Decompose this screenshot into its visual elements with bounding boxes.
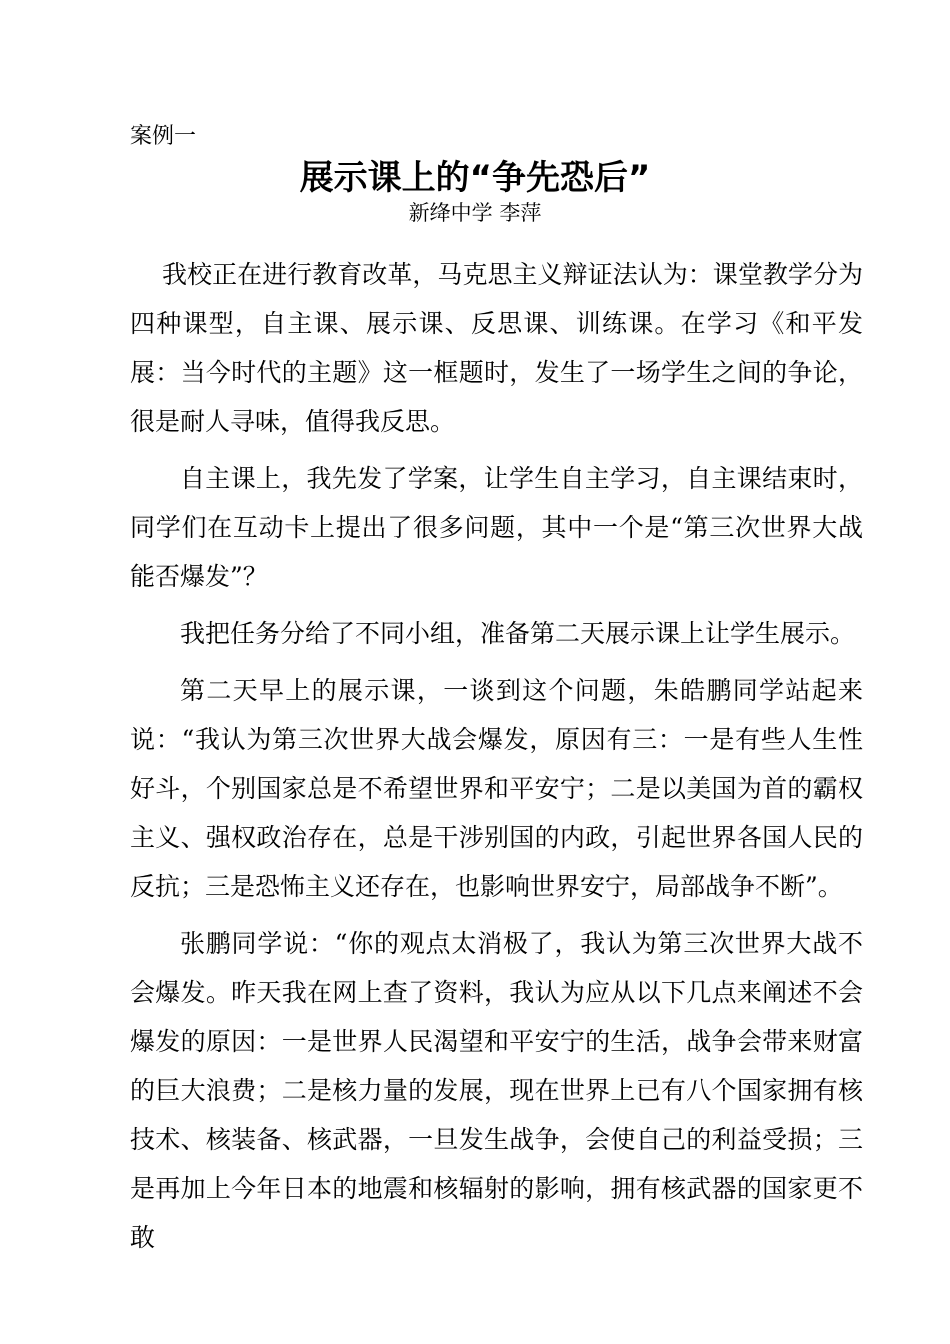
paragraph-1: 我校正在进行教育改革，马克思主义辩证法认为：课堂教学分为四种课型，自主课、展示课、反思课、训练课。在学习《和平发展：当今时代的主题》这一框题时，发生了一场学生之间的争论，很是耐人寻味，值得我反思。 [130, 260, 863, 436]
document-title: 展示课上的“争先恐后” [299, 158, 651, 198]
document-body [130, 250, 863, 1270]
paragraph-3: 我把任务分给了不同小组，准备第二天展示课上让学生展示。 [180, 619, 856, 648]
paragraph-4: 第二天早上的展示课，一谈到这个问题，朱皓鹏同学站起来说：“我认为第三次世界大战会爆发，原因有三：一是有些人生性好斗，个别国家总是不希望世界和平安宁；二是以美国为首的霸权主义、强权政治存在，总是干涉别国的内政，引起世界各国人民的反抗；三是恐怖主义还存在，也影响世界安宁，局部战争不断”。 [130, 676, 863, 901]
paragraph-5: 张鹏同学说：“你的观点太消极了，我认为第三次世界大战不会爆发。昨天我在网上查了资料，我认为应从以下几点来阐述不会爆发的原因：一是世界人民渴望和平安宁的生活，战争会带来财富的巨大浪费；二是核力量的发展，现在世界上已有八个国家拥有核技术、核装备、核武器，一旦发生战争，会使自己的利益受损；三是再加上今年日本的地震和核辐射的影响，拥有核武器的国家更不敢 [130, 929, 863, 1252]
paragraph-2: 自主课上，我先发了学案，让学生自主学习，自主课结束时，同学们在互动卡上提出了很多问题，其中一个是“第三次世界大战能否爆发”？ [130, 464, 863, 591]
author-line: 新绛中学 李萍 [408, 201, 542, 225]
case-label: 案例一 [130, 124, 197, 149]
